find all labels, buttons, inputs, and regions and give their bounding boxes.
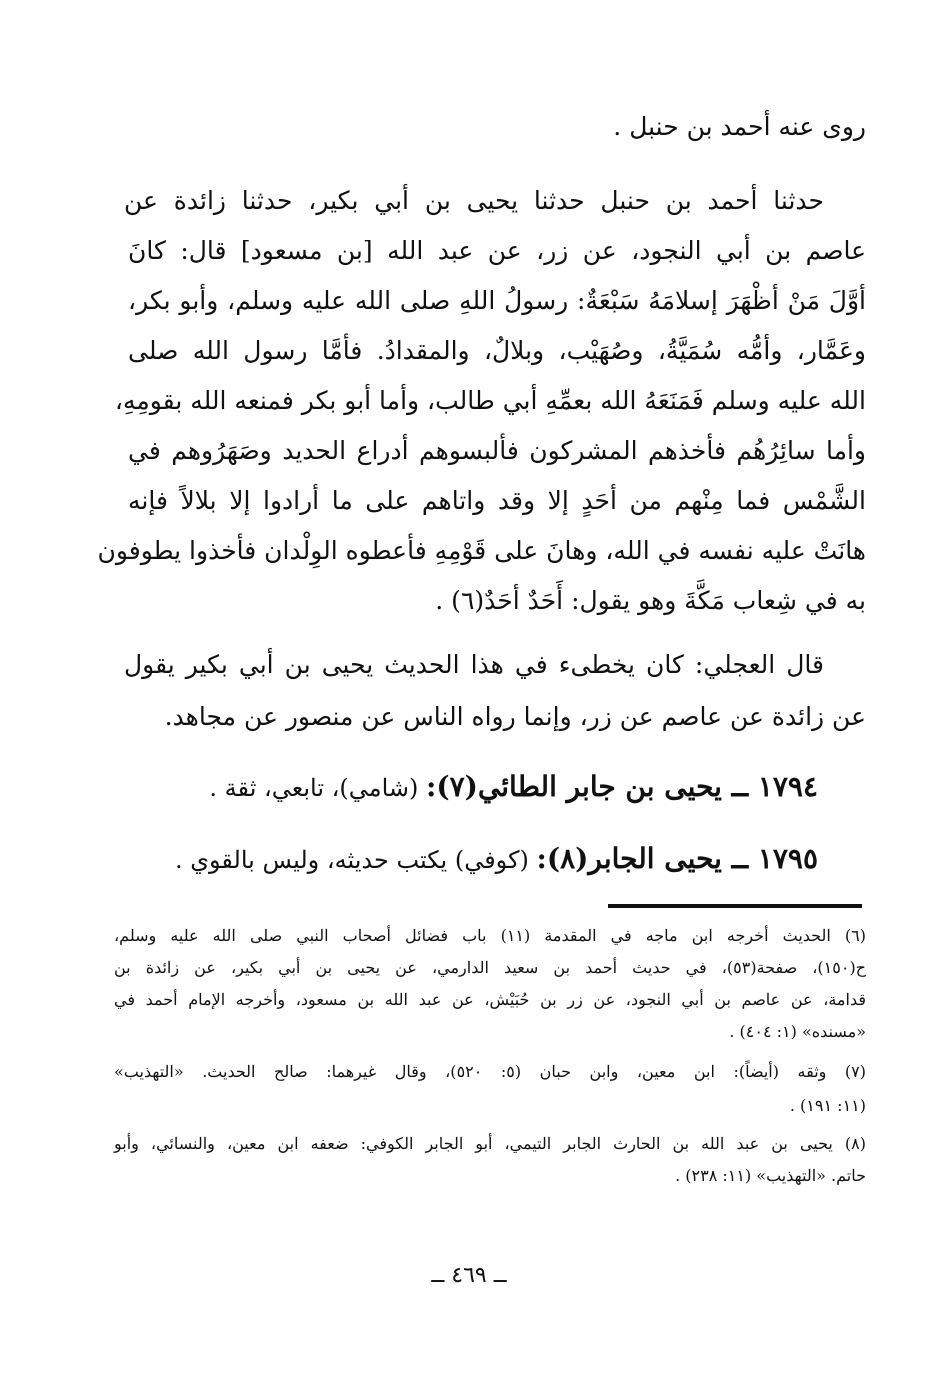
footnote-line: ح(١٥٠)، صفحة(٥٣)، في حديث أحمد بن سعيد الدارمي، عن يحيى بن أبي بكير، عن زائدة بن — [114, 958, 867, 977]
footnote-line: قدامة، عن عاصم بن أبي النجود، عن زر بن حُبَيْش، عن عبد الله بن مسعود، وأخرجه الإمام أحمد في — [114, 990, 866, 1009]
hadith-line: الشَّمْس فما مِنْهم من أحَدٍ إلا وقد واتاهم على ما أرادوا إلا بلالاً فإنه — [128, 486, 866, 515]
footnote-line: (٧) وثقه (أيضاً): ابن معين، وابن حبان (٥: ٥٢٠)، وقال غيرهما: صالح الحديث. «التهذيب» — [114, 1062, 867, 1081]
hadith-line: هانَتْ عليه نفسه في الله، وهانَ على قَوْمِهِ فأعطوه الوِلْدان فأخذوا يطوفون — [97, 536, 866, 565]
hadith-line: به في شِعاب مَكَّةَ وهو يقول: أَحَدٌ أحَدٌ(٦) . — [435, 586, 866, 615]
ijli-line: قال العجلي: كان يخطىء في هذا الحديث يحيى بن أبي بكير يقول — [124, 650, 824, 679]
footnote-line: حاتم. «التهذيب» (١١: ٢٣٨) . — [675, 1166, 866, 1185]
footnote-separator — [608, 904, 862, 908]
entry-text: (شامي)، تابعي، ثقة . — [209, 774, 427, 802]
footnote-line: (٨) يحيى بن عبد الله بن الحارث الجابر التيمي، أبو الجابر الكوفي: ضعفه ابن معين، والنسائي، وأبو — [114, 1134, 866, 1153]
biography-entry — [118, 770, 818, 805]
hadith-line: حدثنا أحمد بن حنبل حدثنا يحيى بن أبي بكير، حدثنا زائدة عن — [124, 186, 824, 215]
biography-entry — [118, 842, 818, 877]
hadith-line: أوَّلَ مَنْ أظْهَرَ إسلامَهُ سَبْعَةٌ: رسولُ اللهِ صلى الله عليه وسلم، وأبو بكر، — [128, 286, 866, 315]
hadith-line: عاصم بن أبي النجود، عن زر، عن عبد الله [بن مسعود] قال: كانَ — [128, 236, 866, 265]
hadith-line: الله عليه وسلم فَمَنَعَهُ الله بعمِّهِ أبي طالب، وأما أبو بكر فمنعه الله بقومِهِ، — [114, 386, 866, 415]
hadith-line: وعَمَّار، وأمُّه سُمَيَّةُ، وصُهَيْب، وبلالٌ، والمقدادُ. فأمَّا رسول الله صلى — [128, 336, 866, 365]
entry-text: (كوفي) يكتب حديثه، وليس بالقوي . — [174, 846, 537, 874]
footnote-line: (٦) الحديث أخرجه ابن ماجه في المقدمة (١١) باب فضائل أصحاب النبي صلى الله عليه وسلم، — [114, 926, 866, 945]
ijli-line: عن زائدة عن عاصم عن زر، وإنما رواه الناس عن منصور عن مجاهد. — [164, 702, 866, 731]
footnote-line: (١١: ١٩١) . — [789, 1096, 866, 1115]
footnote-line: «مسنده» (١: ٤٠٤) . — [729, 1022, 866, 1041]
hadith-line: وأما سائِرُهُم فأخذهم المشركون فألبسوهم أدراع الحديد وصَهَرُوهم في — [128, 436, 866, 465]
page-number: ــ ٤٦٩ ــ — [431, 1263, 507, 1288]
intro-line: روى عنه أحمد بن حنبل . — [613, 112, 866, 141]
entry-heading: ١٧٩٥ ــ يحيى الجابر(٨): — [536, 842, 818, 875]
entry-heading: ١٧٩٤ ــ يحيى بن جابر الطائي(٧): — [426, 770, 818, 803]
